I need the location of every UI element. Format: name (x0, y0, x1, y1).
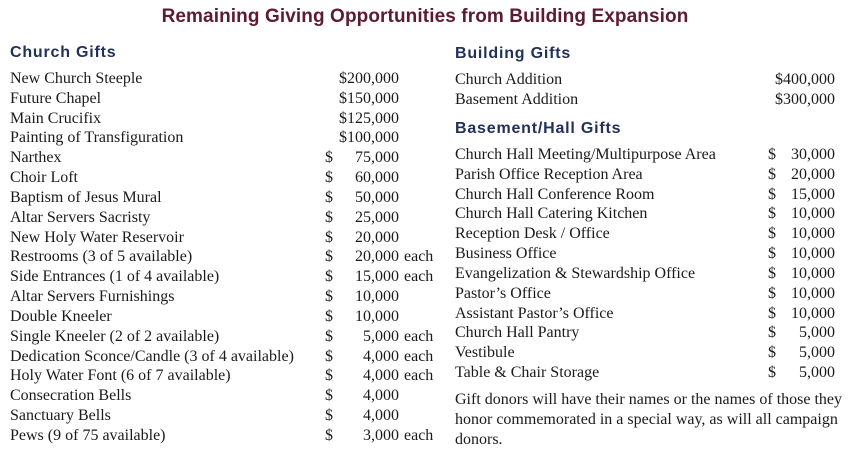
gift-row (455, 224, 835, 244)
dollar-sign: $ (768, 146, 776, 163)
dollar-sign: $ (325, 367, 333, 385)
gift-row (10, 69, 430, 89)
gift-amount: $150,000 (339, 89, 399, 107)
dollar-sign: $ (768, 185, 776, 203)
gift-amount: 4,000 (363, 367, 399, 385)
dollar-sign: $ (325, 248, 333, 266)
dollar-sign: $ (768, 284, 776, 302)
gift-amount: 20,000 (355, 248, 399, 266)
per-unit-label: each (404, 268, 434, 286)
per-unit-label: each (404, 327, 434, 345)
dollar-sign: $ (768, 165, 776, 183)
gift-name: Pews (9 of 75 available) (10, 426, 166, 444)
gift-name: Pastor’s Office (455, 284, 551, 302)
gift-amount: 20,000 (791, 165, 835, 183)
gift-amount: 15,000 (355, 268, 399, 286)
gift-name: Holy Water Font (6 of 7 available) (10, 367, 231, 385)
gift-row (455, 323, 835, 343)
dollar-sign: $ (325, 387, 333, 405)
per-unit-label: each (404, 367, 434, 385)
gift-amount: 3,000 (363, 426, 399, 444)
gift-row (10, 128, 430, 148)
gift-row (10, 307, 430, 327)
gift-name: Restrooms (3 of 5 available) (10, 248, 193, 266)
dollar-sign: $ (768, 245, 776, 263)
gift-row (455, 145, 835, 165)
gift-name: Double Kneeler (10, 307, 112, 325)
gift-amount: 10,000 (791, 245, 835, 263)
gift-amount: 5,000 (799, 344, 835, 362)
gift-name: Assistant Pastor’s Office (455, 304, 614, 322)
church-gifts-list (10, 69, 434, 446)
gift-row (10, 148, 430, 168)
dollar-sign: $ (768, 344, 776, 362)
gift-amount: 4,000 (363, 347, 399, 365)
gift-row (10, 386, 430, 406)
gift-name: Basement Addition (455, 90, 579, 108)
per-unit-label: each (404, 248, 434, 266)
dollar-sign: $ (768, 264, 776, 282)
dollar-sign: $ (325, 407, 333, 425)
dollar-sign: $ (325, 188, 333, 206)
gift-row (10, 247, 434, 267)
gift-name: Church Hall Conference Room (455, 185, 655, 203)
gift-amount: 75,000 (355, 149, 399, 167)
gift-amount: 60,000 (355, 169, 399, 187)
gift-amount: 30,000 (791, 146, 835, 163)
gift-row (455, 363, 835, 383)
gift-amount: 10,000 (791, 304, 835, 322)
gift-name: Vestibule (455, 344, 515, 362)
gift-name: Parish Office Reception Area (455, 165, 643, 183)
gift-amount: 10,000 (791, 225, 835, 243)
gift-name: Business Office (455, 245, 557, 263)
gift-row (455, 204, 835, 224)
gift-row (455, 165, 835, 185)
basement-hall-gifts-list (455, 145, 835, 383)
dollar-sign: $ (325, 288, 333, 306)
gift-amount: 25,000 (355, 208, 399, 226)
dollar-sign: $ (325, 228, 333, 246)
gift-name: Sanctuary Bells (10, 407, 111, 425)
gift-name: Main Crucifix (10, 109, 102, 127)
gift-amount: $125,000 (339, 109, 399, 127)
gift-name: Single Kneeler (2 of 2 available) (10, 327, 220, 345)
gift-row (455, 304, 835, 324)
gift-row (10, 168, 430, 188)
gift-amount: 10,000 (355, 288, 399, 306)
gift-name: Reception Desk / Office (455, 225, 610, 243)
church-gifts-heading: Church Gifts (10, 44, 117, 61)
gift-row (10, 208, 430, 228)
gift-amount: $100,000 (339, 129, 399, 147)
gift-name: Church Hall Pantry (455, 324, 580, 342)
gift-amount: 10,000 (791, 284, 835, 302)
gift-name: Altar Servers Sacristy (10, 208, 151, 226)
dollar-sign: $ (325, 149, 333, 167)
gift-amount: 10,000 (791, 264, 835, 282)
gift-row (455, 284, 835, 304)
dollar-sign: $ (768, 304, 776, 322)
gift-amount: 10,000 (791, 205, 835, 223)
gift-row (10, 89, 430, 109)
gift-amount: 5,000 (799, 364, 835, 382)
gift-amount: 4,000 (363, 387, 399, 405)
gift-name: Table & Chair Storage (455, 364, 600, 382)
gift-row (10, 228, 430, 248)
gift-row (10, 406, 430, 426)
basement-hall-gifts-heading: Basement/Hall Gifts (455, 120, 622, 137)
gift-row (10, 109, 430, 129)
gift-amount: 15,000 (791, 185, 835, 203)
gift-amount: 10,000 (355, 307, 399, 325)
gift-name: Future Chapel (10, 89, 102, 107)
gift-row (10, 287, 430, 307)
gift-row (10, 426, 434, 446)
dollar-sign: $ (325, 327, 333, 345)
gift-name: Painting of Transfiguration (10, 129, 184, 147)
gift-amount: 50,000 (355, 188, 399, 206)
gift-amount: 5,000 (363, 327, 399, 345)
gift-row (455, 244, 835, 264)
gift-name: Altar Servers Furnishings (10, 288, 175, 306)
gift-row (455, 90, 835, 110)
gift-name: Church Hall Catering Kitchen (455, 205, 648, 223)
gift-name: Baptism of Jesus Mural (10, 188, 162, 206)
gift-name: Dedication Sconce/Candle (3 of 4 available) (10, 347, 294, 365)
gift-amount: 4,000 (363, 407, 399, 425)
gift-name: Church Addition (455, 71, 563, 88)
gift-name: Consecration Bells (10, 387, 132, 405)
dollar-sign: $ (768, 205, 776, 223)
building-gifts-heading: Building Gifts (455, 45, 572, 62)
gift-row (455, 185, 835, 205)
gift-amount: 5,000 (799, 324, 835, 342)
dollar-sign: $ (325, 426, 333, 444)
gift-row (10, 327, 434, 347)
gift-row (455, 343, 835, 363)
gift-row (10, 267, 434, 287)
per-unit-label: each (404, 426, 434, 444)
gift-amount: $400,000 (775, 71, 835, 88)
per-unit-label: each (404, 347, 434, 365)
gift-name: Side Entrances (1 of 4 available) (10, 268, 220, 286)
dollar-sign: $ (325, 347, 333, 365)
dollar-sign: $ (768, 225, 776, 243)
gift-name: Evangelization & Stewardship Office (455, 264, 696, 282)
gift-name: Church Hall Meeting/Multipurpose Area (455, 146, 716, 163)
dollar-sign: $ (325, 208, 333, 226)
dollar-sign: $ (768, 364, 776, 382)
donor-recognition-note: Gift donors will have their names or the names of those they honor commemorated in a special way, as will all campaign donors. (455, 391, 843, 448)
gift-row (455, 264, 835, 284)
gift-name: Choir Loft (10, 169, 78, 187)
building-gifts-list (455, 70, 835, 110)
gift-name: New Church Steeple (10, 70, 143, 87)
gift-row (10, 188, 430, 208)
gift-amount: $300,000 (775, 90, 835, 108)
gift-amount: 20,000 (355, 228, 399, 246)
gift-row (10, 347, 434, 367)
dollar-sign: $ (768, 324, 776, 342)
dollar-sign: $ (325, 169, 333, 187)
gift-name: Narthex (10, 149, 62, 167)
gift-row (455, 70, 835, 90)
page-title: Remaining Giving Opportunities from Building Expansion (161, 6, 689, 27)
gift-name: New Holy Water Reservoir (10, 228, 184, 246)
dollar-sign: $ (325, 268, 333, 286)
gift-row (10, 366, 434, 386)
dollar-sign: $ (325, 307, 333, 325)
gift-amount: $200,000 (339, 70, 399, 87)
